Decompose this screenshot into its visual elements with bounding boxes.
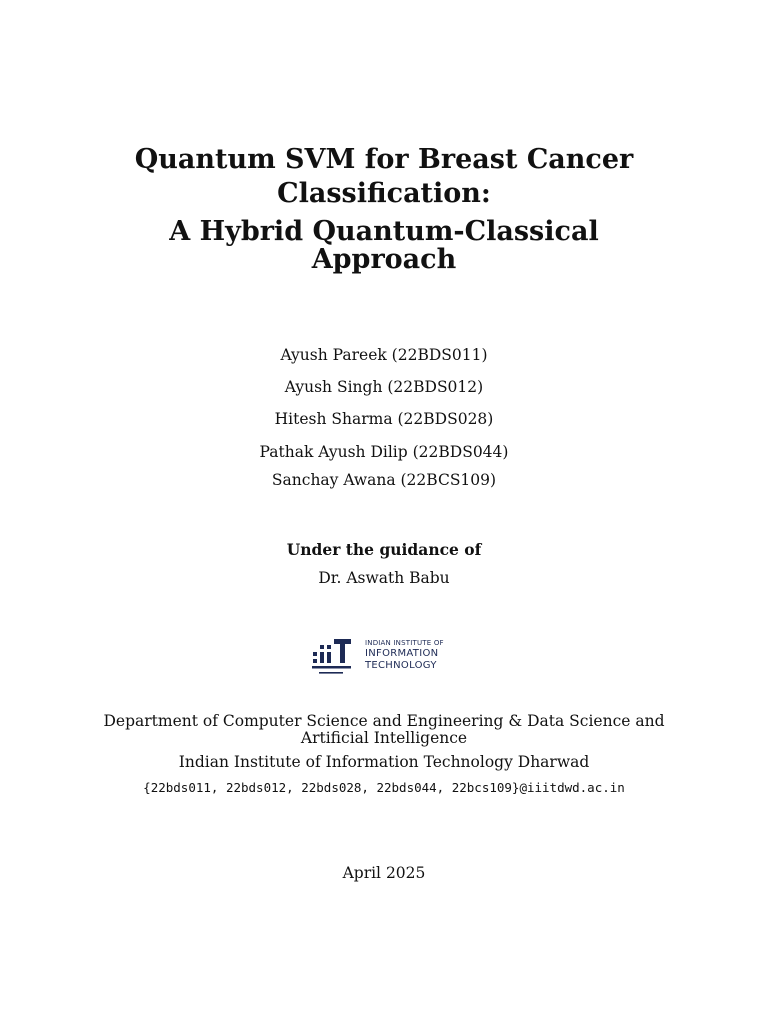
title-line-2: Classification: bbox=[277, 178, 491, 209]
guide-name: Dr. Aswath Babu bbox=[318, 569, 450, 587]
author-3: Hitesh Sharma (22BDS028) bbox=[274, 410, 494, 428]
title-line-4: Approach bbox=[311, 244, 457, 275]
author-emails: {22bds011, 22bds012, 22bds028, 22bds044, 22bcs109}@iiitdwd.ac.in bbox=[143, 780, 625, 795]
author-5: Sanchay Awana (22BCS109) bbox=[271, 471, 497, 489]
iiit-logo-mark-icon bbox=[312, 636, 352, 680]
guidance-heading: Under the guidance of bbox=[286, 540, 482, 559]
department-line-1: Department of Computer Science and Engineering & Data Science and bbox=[103, 712, 665, 730]
logo-wordmark bbox=[365, 638, 444, 672]
author-4: Pathak Ayush Dilip (22BDS044) bbox=[259, 443, 509, 461]
institute-name: Indian Institute of Information Technology Dharwad bbox=[178, 753, 590, 771]
author-1: Ayush Pareek (22BDS011) bbox=[280, 346, 488, 364]
logo-line-3: TECHNOLOGY bbox=[365, 660, 437, 671]
paper-date: April 2025 bbox=[342, 864, 426, 882]
department-line-2: Artificial Intelligence bbox=[300, 729, 468, 747]
logo-line-2: INFORMATION bbox=[365, 648, 439, 659]
logo-line-1: INDIAN INSTITUTE OF bbox=[365, 639, 444, 647]
institute-logo bbox=[312, 636, 456, 680]
title-line-3: A Hybrid Quantum-Classical bbox=[169, 216, 599, 247]
author-2: Ayush Singh (22BDS012) bbox=[284, 378, 484, 396]
title-line-1: Quantum SVM for Breast Cancer bbox=[134, 144, 634, 175]
